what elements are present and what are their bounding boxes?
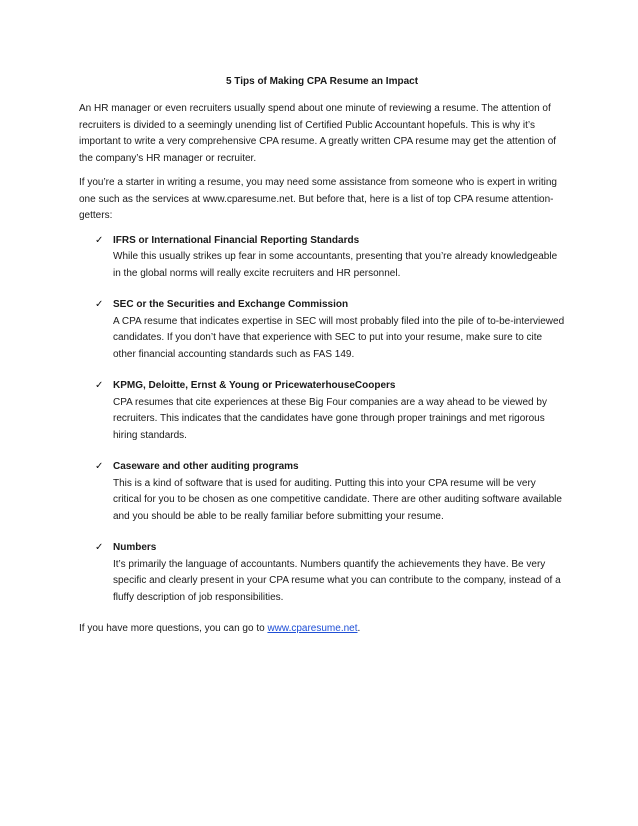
closing-text: If you have more questions, you can go to <box>79 623 268 634</box>
tip-heading: KPMG, Deloitte, Ernst & Young or PricewaterhouseCoopers <box>113 380 396 391</box>
cparesume-link[interactable]: www.cparesume.net <box>267 623 358 634</box>
tip-heading: Caseware and other auditing programs <box>113 461 299 472</box>
intro-paragraph-2: If you’re a starter in writing a resume, you may need some assistance from someone who is expert in writing one such as the services at www.cparesume.net. But before that, here is a list of top CPA resume attention-getters: <box>79 177 557 221</box>
tip-item-sec <box>79 297 565 363</box>
checkmark-icon: ✓ <box>95 299 104 310</box>
tip-item-ifrs <box>79 233 565 283</box>
tip-item-numbers <box>79 540 565 606</box>
tip-heading: IFRS or International Financial Reporting Standards <box>113 234 360 246</box>
closing-period: . <box>357 623 361 634</box>
tip-body: While this usually strikes up fear in some accountants, presenting that you’re already knowledgeable in the global norms will really excite recruiters and HR personnel. <box>113 251 558 279</box>
tips-list <box>79 233 565 607</box>
document-title: 5 Tips of Making CPA Resume an Impact <box>225 76 419 87</box>
tip-item-caseware <box>79 459 565 525</box>
document-page <box>79 74 565 638</box>
tip-body: CPA resumes that cite experiences at these Big Four companies are a way ahead to be viewed by recruiters. This indicates that the candidates have gone through proper trainings and met rigorous hiring standards. <box>113 396 547 441</box>
tip-item-big-four <box>79 378 565 444</box>
checkmark-icon: ✓ <box>95 234 104 246</box>
checkmark-icon: ✓ <box>95 461 104 472</box>
tip-heading: Numbers <box>113 542 157 553</box>
tip-body: A CPA resume that indicates expertise in SEC will most probably filed into the pile of to-be-interviewed candidates. If you don’t have that experience with SEC to put into your resume, make sure to cite other financial accounting standards such as FAS 149. <box>113 315 565 360</box>
tip-body: It’s primarily the language of accountants. Numbers quantify the achievements they have. Be very specific and clearly present in your CPA resume what you can contribute to the company, instead of a fluffy description of job responsibilities. <box>113 558 561 603</box>
tip-body: This is a kind of software that is used for auditing. Putting this into your CPA resume will be very critical for you to be chosen as one competitive candidate. There are other auditing software available and you should be able to be really familiar before submitting your resume. <box>113 477 562 522</box>
closing-paragraph <box>79 621 565 638</box>
intro-paragraph-1: An HR manager or even recruiters usually spend about one minute of reviewing a resume. The attention of recruiters is divided to a seemingly unending list of Certified Public Accountant hopefuls. This is why it’s important to write a very comprehensive CPA resume. A greatly written CPA resume may get the attention of the company’s HR manager or recruiter. <box>79 103 557 164</box>
checkmark-icon: ✓ <box>95 542 104 553</box>
tip-heading: SEC or the Securities and Exchange Commission <box>113 299 349 310</box>
checkmark-icon: ✓ <box>95 380 104 391</box>
